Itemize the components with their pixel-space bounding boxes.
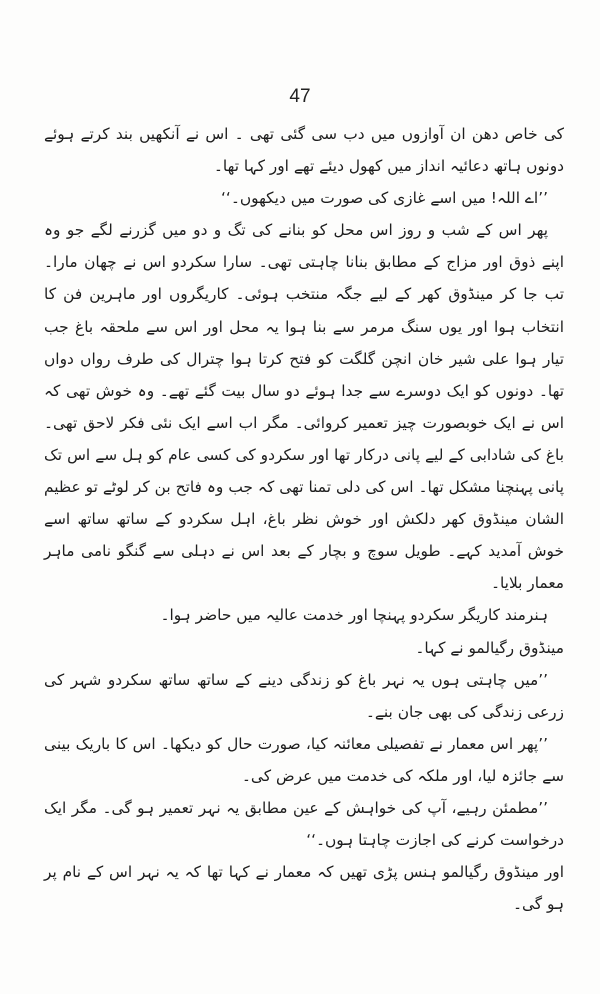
paragraph-palace-construction: پھر اس کے شب و روز اس محل کو بنانے کی تگ و دو میں گزرنے لگے جو وہ اپنے ذوق اور مزاج کے مطابق بنانا چاہتی تھی۔ سارا سکردو اس نے چھان مارا۔ تب جا کر مینڈوق کھر کے لیے جگہ منتخب ہوئی۔ کاریگروں اور ماہرین فن کا انتخاب ہوا اور یوں سنگ مرمر سے بنا ہوا یہ محل اور اس سے ملحقہ باغ جب تیار ہوا علی شیر خان انچن گلگت کو فتح کرتا ہوا چترال کی طرف رواں دواں تھا۔ دونوں کو ایک دوسرے سے جدا ہوئے دو سال بیت گئے تھے۔ وہ خوش تھی کہ اس نے ایک خوبصورت چیز تعمیر کروائی۔ مگر اب اسے ایک نئی فکر لاحق تھی۔ باغ کی شادابی کے لیے پانی درکار تھا اور سکردو کی کسی عام کو ہل سے اس تک پانی پہنچنا مشکل تھا۔ اس کی دلی تمنا تھی کہ جب وہ فاتح بن کر لوٹے تو عظیم الشان مینڈوق کھر دلکش اور خوش نظر باغ، اہل سکردو کے ساتھ ساتھ اسے خوش آمدید کہے۔ طویل سوچ و بچار کے بعد اس نے دہلی سے گنگو نامی ماہر معمار بلایا۔ [44,221,564,593]
paragraph-canal-wish: ’’میں چاہتی ہوں یہ نہر باغ کو زندگی دینے کے ساتھ ساتھ سکردو شہر کی زرعی زندگی کی بھی جان بنے۔ [44,670,564,721]
page-body-text [44,118,564,920]
paragraph-canal-name: اور مینڈوق رگیالمو ہنس پڑی تھیں کہ معمار نے کہا تھا کہ یہ نہر اس کے نام پر ہو گی۔ [44,863,564,914]
paragraph-reassurance: ’’مطمئن رہیے، آپ کی خواہش کے عین مطابق یہ نہر تعمیر ہو گی۔ مگر ایک درخواست کرنے کی اجازت چاہتا ہوں۔‘‘ [44,798,564,850]
paragraph-craftsman-arrives: ہنرمند کاریگر سکردو پہنچا اور خدمت عالیہ میں حاضر ہوا۔ [160,606,548,625]
paragraph-prayer-quote: ’’اے اللہ! میں اسے غازی کی صورت میں دیکھوں۔‘‘ [221,189,548,208]
page-number: 47 [289,86,311,107]
paragraph-inspection: ’’پھر اس معمار نے تفصیلی معائنہ کیا، صورت حال کو دیکھا۔ اس کا باریک بینی سے جائزہ لیا، اور ملکہ کی خدمت میں عرض کی۔ [44,734,564,785]
paragraph-continuation: کی خاص دھن ان آوازوں میں دب سی گئی تھی ۔ اس نے آنکھیں بند کرتے ہوئے دونوں ہاتھ دعائیہ انداز میں کھول دیئے تھے اور کہا تھا۔ [44,125,564,176]
paragraph-queen-speaks: مینڈوق رگیالمو نے کہا۔ [415,638,564,657]
